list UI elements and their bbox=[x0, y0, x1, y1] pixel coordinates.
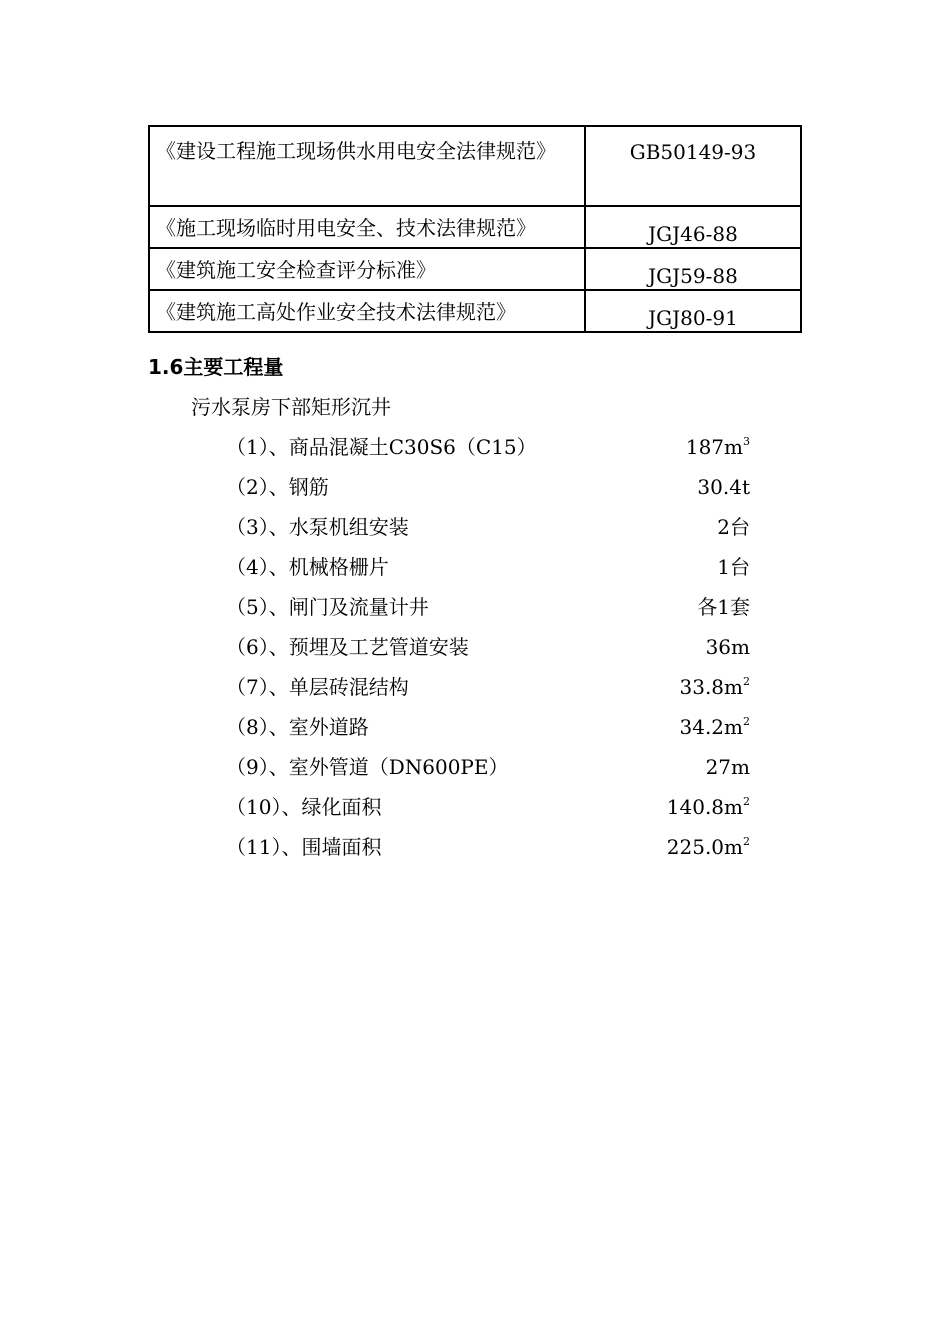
quantity-value: 30.4t bbox=[697, 475, 750, 499]
quantity-label: （11）、围墙面积 bbox=[226, 835, 382, 859]
quantity-label: （7）、单层砖混结构 bbox=[226, 675, 409, 699]
quantity-label: （8）、室外道路 bbox=[226, 715, 369, 739]
quantity-value: 27m bbox=[705, 755, 750, 779]
quantity-value: 各1套 bbox=[697, 595, 750, 619]
list-item bbox=[226, 592, 756, 632]
list-item bbox=[226, 552, 756, 592]
quantity-value: $33.8m^2$ bbox=[679, 675, 750, 699]
list-item bbox=[226, 472, 756, 512]
quantity-list bbox=[226, 432, 756, 872]
quantity-label: （6）、预埋及工艺管道安装 bbox=[226, 635, 469, 659]
standard-code: JGJ59-88 bbox=[585, 248, 801, 290]
quantity-value: 2台 bbox=[717, 515, 750, 539]
standard-code: GB50149-93 bbox=[585, 126, 801, 206]
quantity-label: （10）、绿化面积 bbox=[226, 795, 382, 819]
table-row bbox=[149, 248, 801, 290]
standard-name: 《施工现场临时用电安全、技术法律规范》 bbox=[149, 206, 585, 248]
list-item bbox=[226, 832, 756, 872]
table-row bbox=[149, 126, 801, 206]
list-item bbox=[226, 632, 756, 672]
unit-exponent: 2 bbox=[743, 675, 750, 688]
table-row bbox=[149, 290, 801, 332]
table-row bbox=[149, 206, 801, 248]
quantity-value: $34.2m^2$ bbox=[679, 715, 750, 739]
list-item bbox=[226, 432, 756, 472]
unit-exponent: 2 bbox=[743, 715, 750, 728]
quantity-value: 1台 bbox=[717, 555, 750, 579]
quantity-label: （5）、闸门及流量计井 bbox=[226, 595, 429, 619]
standard-name: 《建筑施工安全检查评分标准》 bbox=[149, 248, 585, 290]
standard-code: JGJ80-91 bbox=[585, 290, 801, 332]
quantity-value: $140.8m^2$ bbox=[666, 795, 750, 819]
list-item bbox=[226, 672, 756, 712]
quantity-label: （3）、水泵机组安装 bbox=[226, 515, 409, 539]
quantity-label: （2）、钢筋 bbox=[226, 475, 329, 499]
standard-code: JGJ46-88 bbox=[585, 206, 801, 248]
quantity-label: （4）、机械格栅片 bbox=[226, 555, 389, 579]
unit-exponent: 3 bbox=[743, 435, 750, 448]
quantity-value: $187m^3$ bbox=[685, 435, 750, 459]
standard-name: 《建设工程施工现场供水用电安全法律规范》 bbox=[149, 126, 585, 206]
quantity-label: （9）、室外管道（DN600PE） bbox=[226, 755, 509, 779]
section-subtitle: 污水泵房下部矩形沉井 bbox=[191, 395, 391, 419]
list-item bbox=[226, 712, 756, 752]
list-item bbox=[226, 512, 756, 552]
standards-table bbox=[148, 125, 802, 333]
list-item bbox=[226, 792, 756, 832]
section-title: 1.6主要工程量 bbox=[148, 355, 284, 379]
list-item bbox=[226, 752, 756, 792]
quantity-value: $225.0m^2$ bbox=[666, 835, 750, 859]
quantity-value: 36m bbox=[705, 635, 750, 659]
unit-exponent: 2 bbox=[743, 795, 750, 808]
quantity-label: （1）、商品混凝土C30S6（C15） bbox=[226, 435, 537, 459]
unit-exponent: 2 bbox=[743, 835, 750, 848]
standard-name: 《建筑施工高处作业安全技术法律规范》 bbox=[149, 290, 585, 332]
